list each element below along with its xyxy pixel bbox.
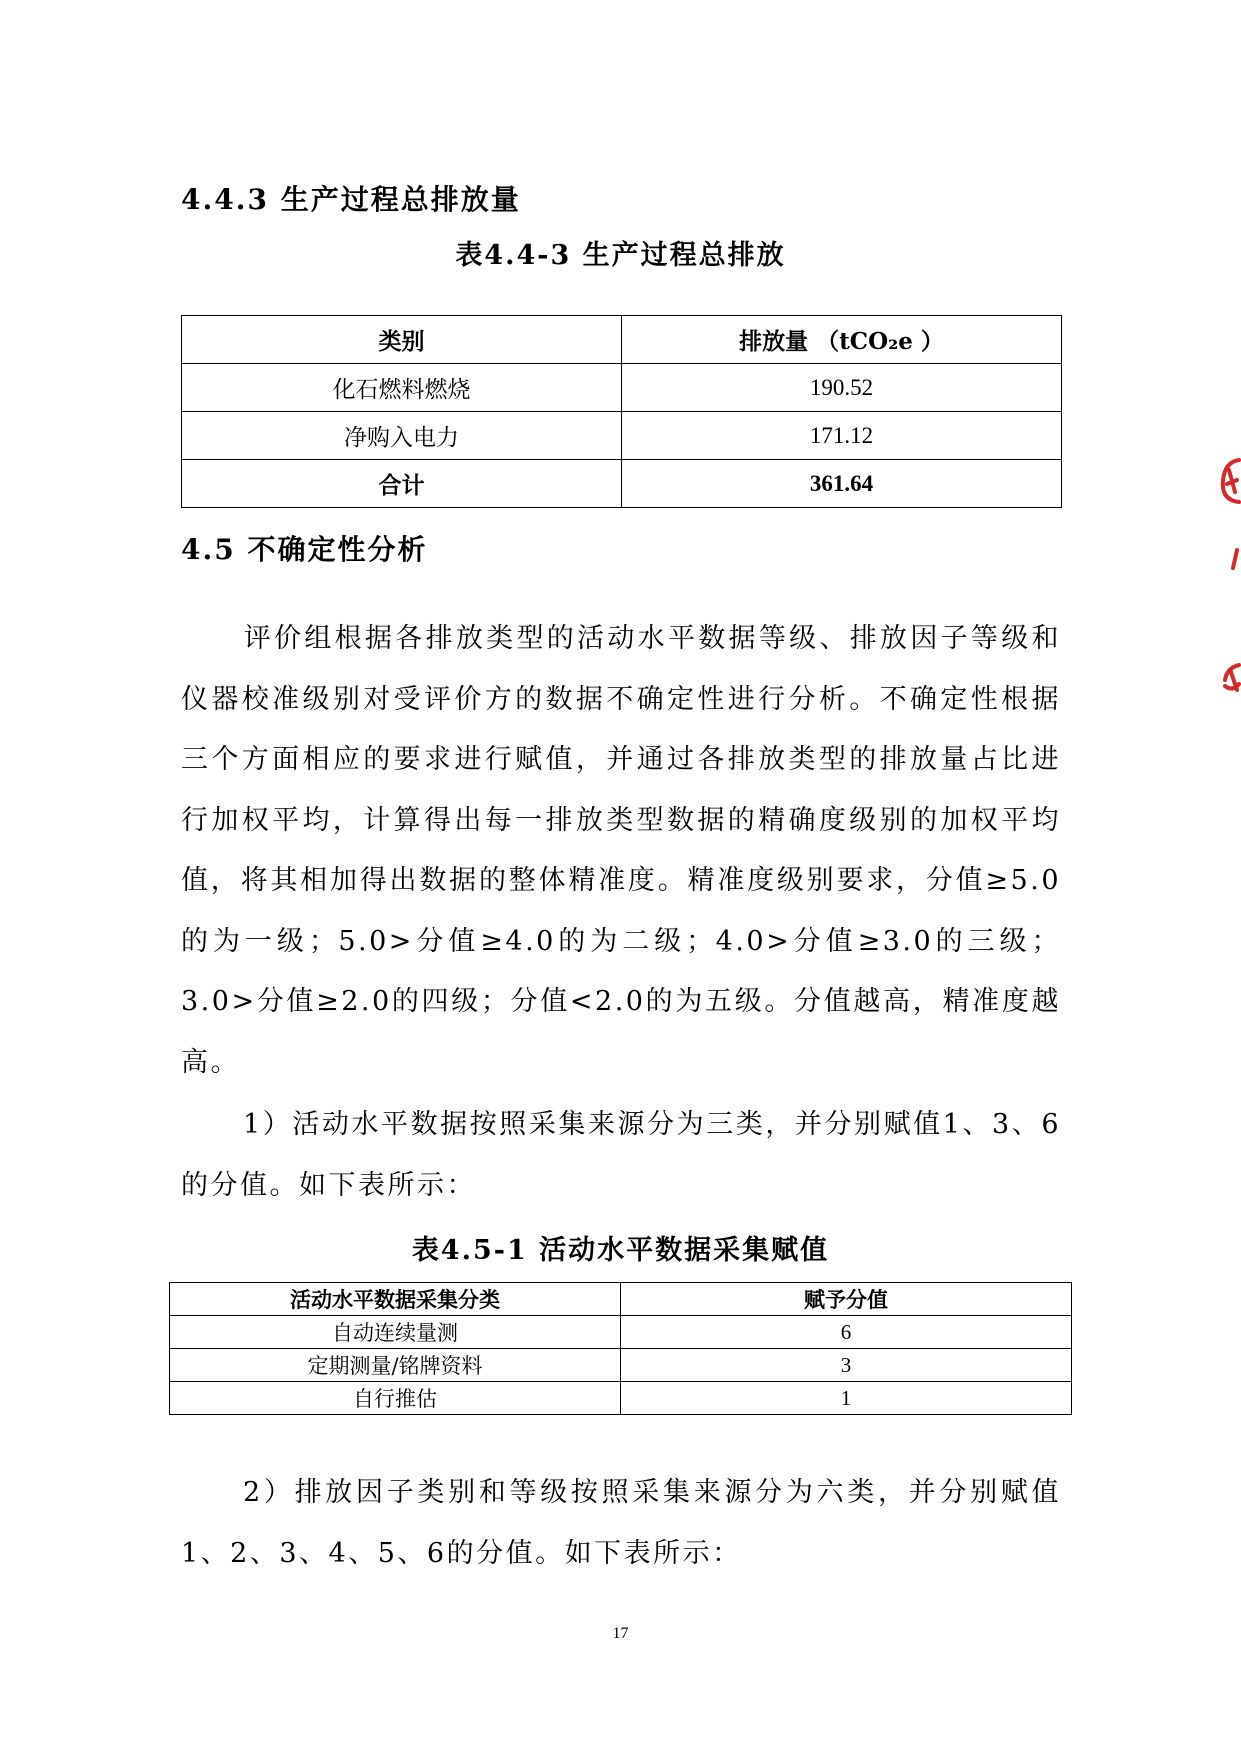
total-value: 361.64 <box>622 460 1062 508</box>
row-value: 1 <box>621 1382 1072 1415</box>
row-value: 190.52 <box>622 364 1062 412</box>
paragraph-text: 2）排放因子类别和等级按照采集来源分为六类，并分别赋值1、2、3、4、5、6的分值。如下表所示： <box>181 1477 1061 1569</box>
row-category: 化石燃料燃烧 <box>182 364 622 412</box>
seal-stamp-fragment <box>1215 440 1241 710</box>
table-row <box>170 1349 1072 1382</box>
emission-table <box>181 315 1062 508</box>
header-emission: 排放量 （tCO₂e ） <box>622 316 1062 364</box>
table-header-row <box>182 316 1062 364</box>
paragraph-activity-data <box>181 1095 1061 1216</box>
table-row <box>170 1316 1072 1349</box>
row-value: 6 <box>621 1316 1072 1349</box>
row-category: 自动连续量测 <box>170 1316 621 1349</box>
header-category: 类别 <box>182 316 622 364</box>
table-row <box>182 412 1062 460</box>
table-row <box>170 1382 1072 1415</box>
header-category: 活动水平数据采集分类 <box>170 1283 621 1316</box>
row-value: 171.12 <box>622 412 1062 460</box>
section-heading-4-4-3: 4.4.3 生产过程总排放量 <box>181 183 521 216</box>
table-header-row <box>170 1283 1072 1316</box>
paragraph-text: 评价组根据各排放类型的活动水平数据等级、排放因子等级和仪器校准级别对受评价方的数据不确定性进行分析。不确定性根据三个方面相应的要求进行赋值，并通过各排放类型的排放量占比进行加权平均，计算得出每一排放类型数据的精确度级别的加权平均值，将其相加得出数据的整体精准度。精准度级别要求，分值≥5.0的为一级；5.0>分值≥4.0的为二级；4.0>分值≥3.0的三级；3.0>分值≥2.0的四级；分值<2.0的为五级。分值越高，精准度越高。 <box>181 623 1061 1078</box>
row-value: 3 <box>621 1349 1072 1382</box>
header-score: 赋予分值 <box>621 1283 1072 1316</box>
table-caption-4-4-3: 表4.4-3 生产过程总排放 <box>455 240 786 271</box>
row-category: 定期测量/铭牌资料 <box>170 1349 621 1382</box>
row-category: 自行推估 <box>170 1382 621 1415</box>
row-category: 净购入电力 <box>182 412 622 460</box>
table-row <box>182 364 1062 412</box>
paragraph-text: 1）活动水平数据按照采集来源分为三类，并分别赋值1、3、6的分值。如下表所示： <box>181 1109 1061 1201</box>
section-heading-4-5: 4.5 不确定性分析 <box>181 533 428 566</box>
total-label: 合计 <box>182 460 622 508</box>
table-caption-4-5-1: 表4.5-1 活动水平数据采集赋值 <box>411 1235 830 1266</box>
paragraph-emission-factor <box>181 1463 1061 1584</box>
page-number: 17 <box>612 1625 629 1642</box>
paragraph-uncertainty <box>181 609 1061 1093</box>
table-total-row <box>182 460 1062 508</box>
activity-score-table <box>169 1282 1072 1415</box>
